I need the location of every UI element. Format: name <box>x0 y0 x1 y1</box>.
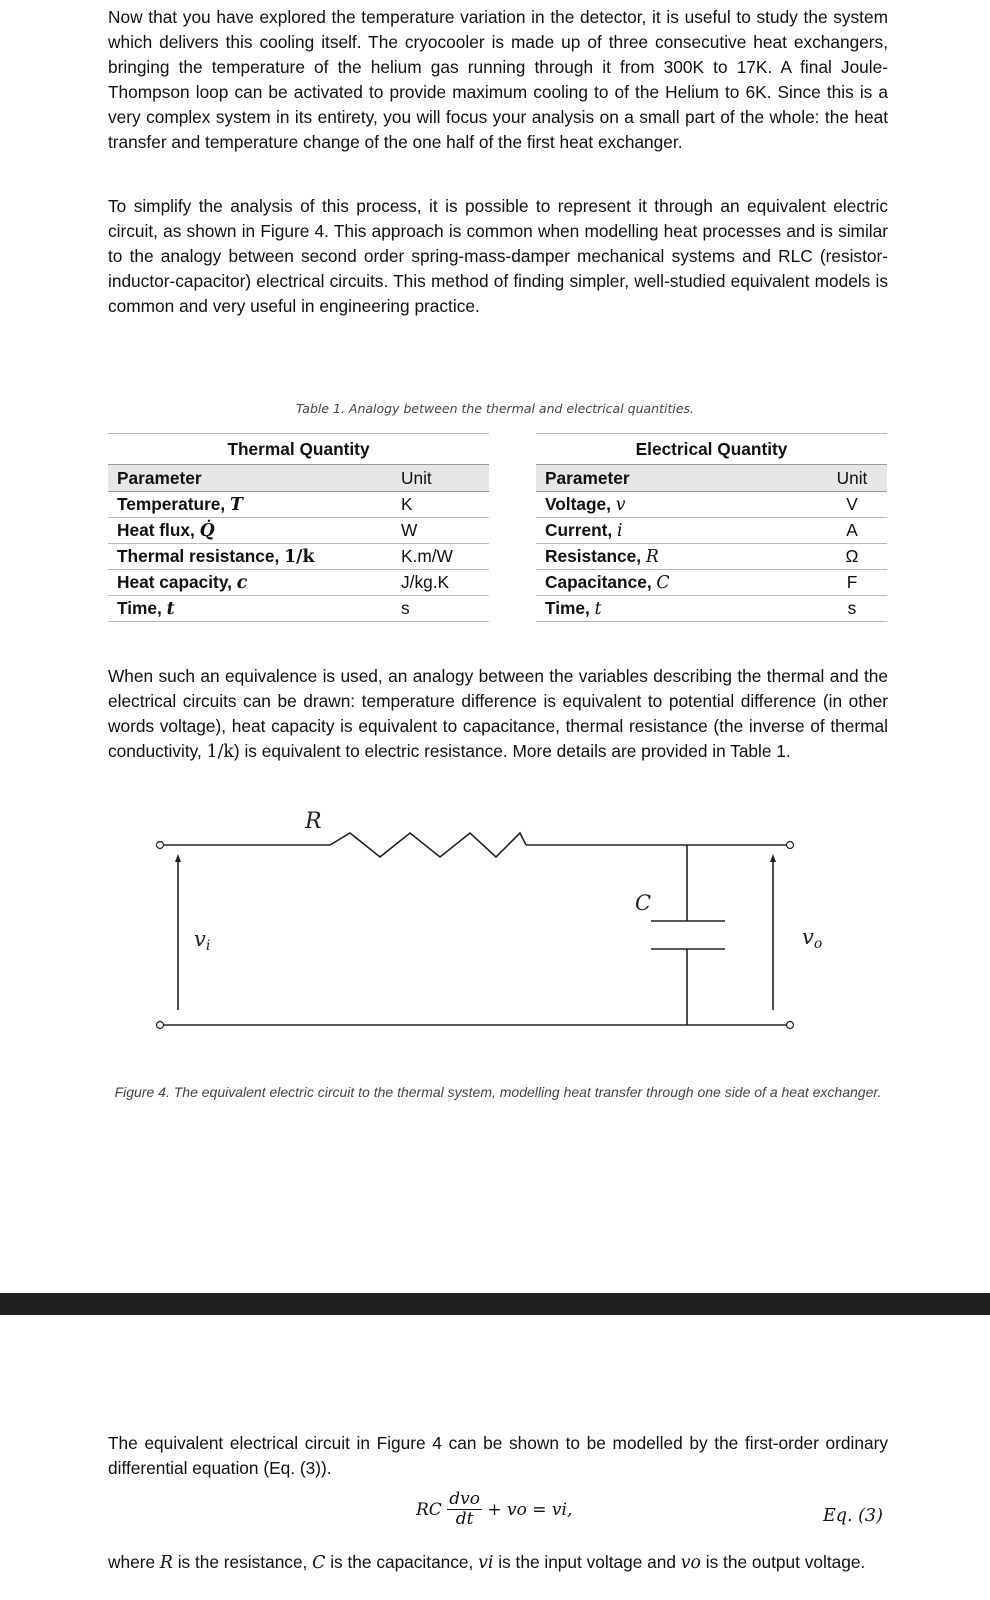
input-terminal-bottom <box>157 1022 164 1029</box>
param-unit: K <box>392 492 489 518</box>
param-unit: J/kg.K <box>392 570 489 596</box>
param-symbol: c <box>236 573 248 593</box>
param-name: Time, <box>545 598 595 618</box>
resistor-symbol <box>330 833 526 857</box>
output-terminal-bottom <box>787 1022 794 1029</box>
analogy-paragraph: To simplify the analysis of this process, it is possible to represent it through an equivalent electric circuit, as shown in Figure 4. This approach is common when modelling heat processes and is similar to the analogy between second order spring-mass-damper mechanical systems and RLC (resistor-inductor-capacitor) electrical circuits. This method of finding simpler, well-studied equivalent models is common and very useful in engineering practice. <box>108 196 888 316</box>
eq-rc: RC <box>416 1499 442 1520</box>
eq-numerator: dvo <box>449 1489 480 1509</box>
def-text: where <box>108 1552 160 1572</box>
equivalence-paragraph <box>108 664 888 765</box>
param-unit: K.m/W <box>392 544 489 570</box>
capacitor-label: C <box>635 891 652 915</box>
rc-circuit-diagram <box>150 810 830 1060</box>
table-row <box>108 492 489 518</box>
table-row <box>536 492 887 518</box>
param-symbol: T <box>230 495 243 515</box>
electrical-quantity-table <box>536 433 887 622</box>
input-voltage-label: vi <box>194 927 211 954</box>
param-name: Current, <box>545 520 618 540</box>
input-arrow-head <box>175 854 181 862</box>
param-name: Temperature, <box>117 494 231 514</box>
table-row <box>108 544 489 570</box>
def-text: is the capacitance, <box>325 1552 479 1572</box>
param-unit: V <box>817 492 887 518</box>
table-row <box>536 518 887 544</box>
output-arrow-head <box>770 854 776 862</box>
param-name: Heat flux, <box>117 520 200 540</box>
param-name: Thermal resistance, <box>117 546 285 566</box>
thermal-unit-header: Unit <box>392 465 489 492</box>
equivalence-text-a: When such an equivalence is used, an analogy between the variables describing the thermal and the electrical circuits can be drawn: temperature difference is equivalent to potential difference (in other words voltage), heat capacity is equivalent to capacitance, thermal resistance (the inverse of thermal conductivity, <box>108 666 888 761</box>
inverse-k-symbol: 1/k <box>206 742 234 762</box>
intro-paragraph: Now that you have explored the temperature variation in the detector, it is useful to study the system which delivers this cooling itself. The cryocooler is made up of three consecutive heat exchangers, bringing the temperature of the helium gas running through it from 300K to 17K. A final Joule-Thompson loop can be activated to provide maximum cooling to of the Helium to 6K. Since this is a very complex system in its entirety, you will focus your analysis on a small part of the whole: the heat transfer and temperature change of the one half of the first heat exchanger. <box>108 7 888 152</box>
electrical-unit-header: Unit <box>817 465 887 492</box>
eq-fraction <box>447 1490 482 1529</box>
param-unit: W <box>392 518 489 544</box>
equation-3 <box>416 1490 572 1529</box>
def-text: is the input voltage and <box>493 1552 681 1572</box>
def-text: is the output voltage. <box>700 1552 866 1572</box>
eq-rhs: + vo = vi, <box>487 1499 573 1520</box>
param-symbol: Q̇ <box>199 521 215 541</box>
resistor-label: R <box>305 810 322 834</box>
param-symbol: t <box>166 599 175 619</box>
figure-caption: Figure 4. The equivalent electric circuit to the thermal system, modelling heat transfer through one side of a heat exchanger. <box>114 1084 882 1100</box>
page-separator-band <box>0 1293 990 1315</box>
input-terminal-top <box>157 842 164 849</box>
equivalence-text-b: ) is equivalent to electric resistance. More details are provided in Table 1. <box>233 741 791 761</box>
param-symbol: i <box>617 521 623 541</box>
param-name: Resistance, <box>545 546 646 566</box>
param-name: Voltage, <box>545 494 616 514</box>
param-symbol: v <box>615 495 626 515</box>
table-row <box>108 570 489 596</box>
eq-denominator: dt <box>455 1509 474 1529</box>
def-symbol-vi: vi <box>478 1553 494 1573</box>
param-unit: s <box>392 596 489 622</box>
param-name: Heat capacity, <box>117 572 237 592</box>
table-row <box>536 570 887 596</box>
table-row <box>536 596 887 622</box>
def-symbol-c: C <box>312 1553 326 1573</box>
table-caption: Table 1. Analogy between the thermal and electrical quantities. <box>295 401 695 416</box>
param-symbol: 1/k <box>284 547 315 567</box>
electrical-param-header: Parameter <box>536 465 817 492</box>
def-symbol-r: R <box>159 1553 173 1573</box>
output-terminal-top <box>787 842 794 849</box>
param-symbol: R <box>645 547 659 567</box>
ode-intro-paragraph: The equivalent electrical circuit in Figure 4 can be shown to be modelled by the first-order ordinary differential equation (Eq. (3)). <box>108 1433 888 1478</box>
param-unit: Ω <box>817 544 887 570</box>
param-unit: s <box>817 596 887 622</box>
output-voltage-label: vo <box>802 925 823 952</box>
table-row <box>108 596 489 622</box>
variable-definitions <box>108 1550 888 1576</box>
param-unit: A <box>817 518 887 544</box>
equation-number: Eq. (3) <box>823 1506 883 1526</box>
param-symbol: C <box>656 573 670 593</box>
def-symbol-vo: vo <box>680 1553 701 1573</box>
thermal-param-header: Parameter <box>108 465 392 492</box>
electrical-table-title: Electrical Quantity <box>536 434 887 465</box>
param-symbol: t <box>594 599 602 619</box>
table-row <box>108 518 489 544</box>
param-name: Capacitance, <box>545 572 657 592</box>
param-name: Time, <box>117 598 167 618</box>
thermal-table-title: Thermal Quantity <box>108 434 489 465</box>
table-row <box>536 544 887 570</box>
thermal-quantity-table <box>108 433 489 622</box>
param-unit: F <box>817 570 887 596</box>
def-text: is the resistance, <box>172 1552 313 1572</box>
